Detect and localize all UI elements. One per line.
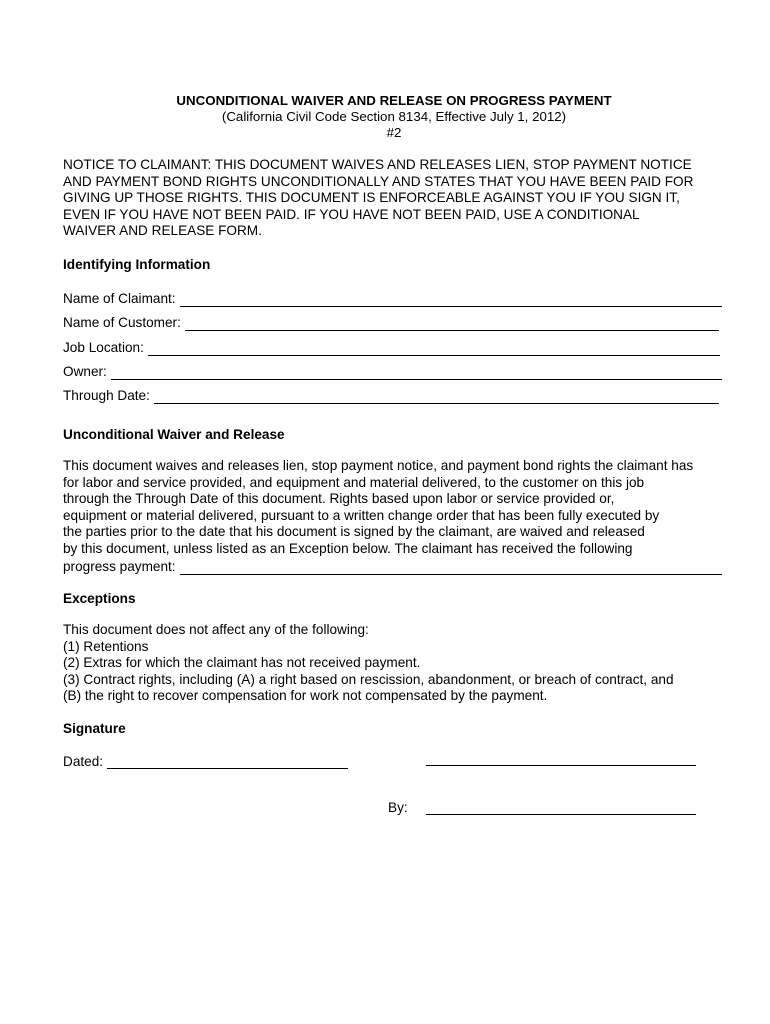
- notice-to-claimant: NOTICE TO CLAIMANT: THIS DOCUMENT WAIVES AND RELEASES LIEN, STOP PAYMENT NOTICE AND PAYMENT BOND RIGHTS UNCONDITIONALLY AND STATES THAT YOU HAVE BEEN PAID FOR GIVING UP THOSE RIGHTS. THIS DOCUMENT IS ENFORCEABLE AGAINST YOU IF YOU SIGN IT, EVEN IF YOU HAVE NOT BEEN PAID. IF YOU HAVE NOT BEEN PAID, USE A CONDITIONAL WAIVER AND RELEASE FORM.: [63, 157, 694, 238]
- by-field[interactable]: [388, 797, 696, 815]
- dated-field[interactable]: [63, 751, 348, 769]
- customer-field[interactable]: [63, 313, 719, 331]
- by-label: By:: [388, 800, 408, 815]
- progress-payment-label: progress payment:: [63, 559, 176, 574]
- waiver-heading: Unconditional Waiver and Release: [63, 427, 285, 442]
- customer-label: Name of Customer:: [63, 315, 181, 330]
- through-date-field[interactable]: [63, 386, 719, 404]
- document-title: UNCONDITIONAL WAIVER AND RELEASE ON PROGRESS PAYMENT: [176, 93, 612, 108]
- by-line[interactable]: [426, 802, 696, 815]
- exceptions-text: This document does not affect any of the following: (1) Retentions (2) Extras for which the claimant has not received payment. (3) Contract rights, including (A) a right based on rescission, abandonment, or breach of contract, and (B) the right to recover compensation for work not compensated by the payment.: [63, 622, 674, 703]
- document-subtitle: (California Civil Code Section 8134, Effective July 1, 2012): [221, 109, 567, 124]
- job-location-label: Job Location:: [63, 340, 144, 355]
- identifying-heading: Identifying Information: [63, 257, 211, 272]
- dated-label: Dated:: [63, 754, 104, 769]
- through-date-label: Through Date:: [63, 388, 150, 403]
- claimant-label: Name of Claimant:: [63, 291, 176, 306]
- waiver-paragraph: This document waives and releases lien, stop payment notice, and payment bond rights the claimant has for labor and service provided, and equipment and material delivered, to the customer on this job through the Through Date of this document. Rights based upon labor or service provided or, equipment or material delivered, pursuant to a written change order that has been fully executed by the parties prior to the date that his document is signed by the claimant, are waived and released by this document, unless listed as an Exception below. The claimant has received the following: [63, 458, 694, 556]
- job-location-line[interactable]: [148, 343, 720, 356]
- through-date-line[interactable]: [154, 391, 719, 404]
- owner-field[interactable]: [63, 362, 722, 380]
- exceptions-heading: Exceptions: [63, 591, 136, 606]
- owner-line[interactable]: [111, 367, 722, 380]
- dated-line[interactable]: [107, 756, 348, 769]
- title-block: [0, 93, 770, 141]
- claimant-line[interactable]: [180, 294, 722, 307]
- customer-line[interactable]: [185, 318, 719, 331]
- signature-line[interactable]: [426, 765, 696, 766]
- owner-label: Owner:: [63, 364, 107, 379]
- job-location-field[interactable]: [63, 338, 720, 356]
- signature-heading: Signature: [63, 721, 126, 736]
- document-number: #2: [386, 125, 402, 140]
- progress-payment-field[interactable]: [63, 557, 722, 575]
- progress-payment-line[interactable]: [180, 562, 722, 575]
- claimant-field[interactable]: [63, 289, 722, 307]
